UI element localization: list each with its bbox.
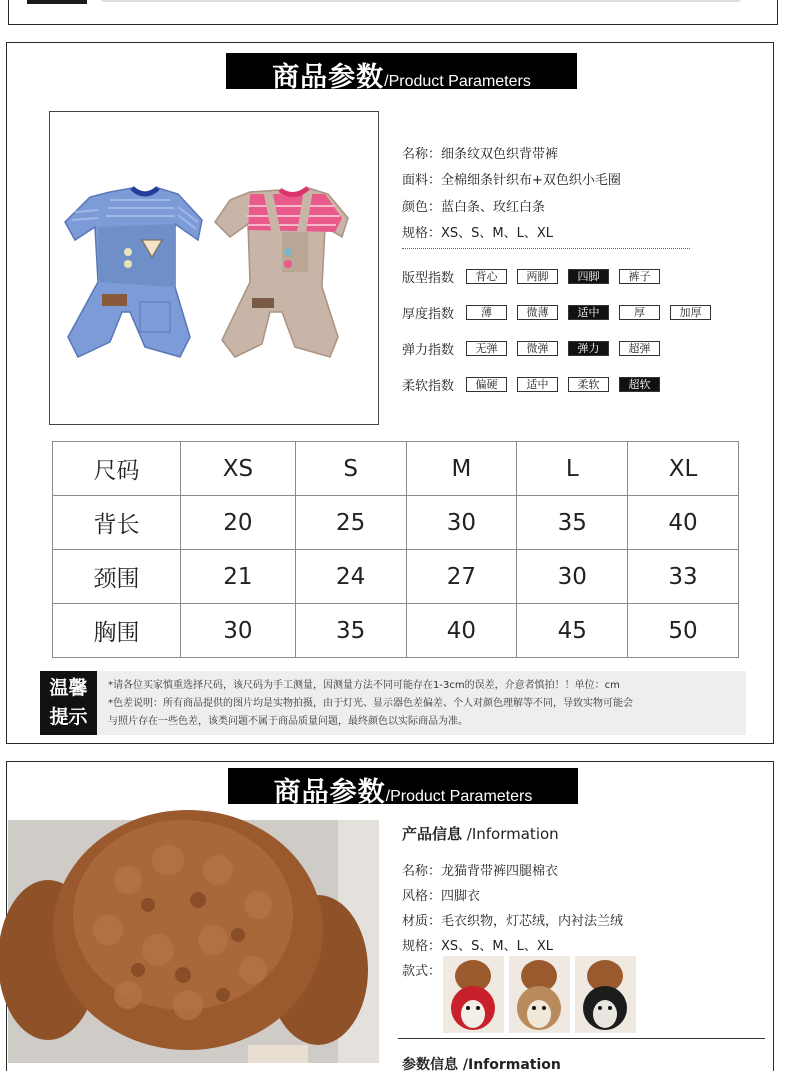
table-row [53,550,739,604]
variant-thumbnail-red[interactable] [443,956,504,1033]
info-material: 材质：毛衣织物，灯芯绒，内衬法兰绒 [402,914,624,929]
previous-section-frame [8,0,778,25]
table-cell: 胸围 [53,604,181,658]
info-divider [398,1038,765,1039]
section-title-bar-2 [228,768,578,808]
index-chip-selected: 四脚 [568,269,609,284]
index-label: 柔软指数 [402,379,455,394]
index-chip-selected: 弹力 [568,341,609,356]
dog-photo [8,820,379,1063]
index-chip-selected: 超软 [619,377,660,392]
spec-name: 名称：细条纹双色织背带裤 [402,147,559,162]
index-chip: 微弹 [517,341,558,356]
notice-badge [40,671,97,735]
index-row-softness [402,375,670,394]
previous-section-divider [101,0,741,2]
index-row-shape [402,267,670,286]
variant-image [509,956,570,1033]
notice-badge-line: 温馨 [49,677,88,699]
table-cell: 35 [295,604,406,658]
table-cell: 20 [181,496,296,550]
notice-badge-line: 提示 [49,706,88,728]
table-cell: M [406,442,517,496]
section-title-zh: 商品参数 [273,777,386,808]
info-style: 风格：四脚衣 [402,889,481,904]
index-chip: 偏硬 [466,377,507,392]
section-title-en: /Product Parameters [385,788,533,805]
index-chip: 超弹 [619,341,660,356]
index-label: 厚度指数 [402,307,455,322]
table-cell: 21 [181,550,296,604]
index-chip-selected: 适中 [568,305,609,320]
spec-color: 颜色：蓝白条、玫红白条 [402,200,546,215]
table-cell: L [517,442,628,496]
spec-fabric: 面料：全棉细条针织布+双色织小毛圈 [402,173,621,188]
info-title-en: /Information [462,825,559,843]
variant-image [575,956,636,1033]
section-title-zh: 商品参数 [272,62,385,93]
index-chip: 微薄 [517,305,558,320]
table-row [53,496,739,550]
info-title-zh: 产品信息 [402,825,463,843]
table-cell: S [295,442,406,496]
table-cell: 33 [628,550,739,604]
table-cell: XS [181,442,296,496]
table-cell: 45 [517,604,628,658]
index-chip: 加厚 [670,305,711,320]
outfit-illustration [50,112,378,424]
table-cell: 40 [406,604,517,658]
info-size: 规格：XS、S、M、L、XL [402,939,554,954]
index-chip: 柔软 [568,377,609,392]
product-photo [49,111,379,425]
table-cell: 30 [181,604,296,658]
previous-section-block [27,0,87,4]
notice-box [40,671,746,735]
table-cell: 40 [628,496,739,550]
pink-outfit-image [215,188,348,357]
table-cell: 50 [628,604,739,658]
table-cell: 24 [295,550,406,604]
table-row [53,604,739,658]
table-cell: 35 [517,496,628,550]
index-chip: 裤子 [619,269,660,284]
index-chip: 适中 [517,377,558,392]
table-cell: 30 [406,496,517,550]
index-label: 版型指数 [402,271,455,286]
table-cell: 27 [406,550,517,604]
index-chip: 厚 [619,305,660,320]
variant-thumbnail-black[interactable] [575,956,636,1033]
section-title-en: /Product Parameters [384,73,531,90]
index-row-thickness [402,303,721,322]
notice-text [108,677,742,731]
table-header-row [53,442,739,496]
blue-outfit-image [65,188,202,357]
size-table [52,441,739,658]
info-name: 名称：龙猫背带裤四腿棉衣 [402,864,559,879]
index-chip: 两脚 [517,269,558,284]
table-cell: 颈围 [53,550,181,604]
dog-illustration [8,820,379,1063]
index-label: 弹力指数 [402,343,455,358]
variant-image [443,956,504,1033]
spec-size: 规格：XS、S、M、L、XL [402,226,554,241]
index-chip: 无弹 [466,341,507,356]
index-chip: 背心 [466,269,507,284]
table-cell: 背长 [53,496,181,550]
index-row-elasticity [402,339,670,358]
table-cell: 30 [517,550,628,604]
table-cell: XL [628,442,739,496]
section-title-bar [226,53,577,93]
index-chip: 薄 [466,305,507,320]
notice-line: *色差说明：所有商品提供的图片均是实物拍摄，由于灯光、显示器色差偏差、个人对颜色理解等不同，导致实物可能会 [108,698,633,709]
table-cell: 尺码 [53,442,181,496]
variant-thumbnail-brown[interactable] [509,956,570,1033]
notice-line: *请各位买家慎重选择尺码，该尺码为手工测量，因测量方法不同可能存在1-3cm的误差，介意者慎拍！！单位：cm [108,680,620,691]
info-variants-label: 款式： [402,964,442,979]
cut-off-heading: 参数信息 /Information [402,1057,561,1073]
notice-line: 与照片存在一些色差，该类问题不属于商品质量问题，最终颜色以实际商品为准。 [108,716,468,727]
info-title [402,823,559,844]
table-cell: 25 [295,496,406,550]
spec-divider [402,248,690,249]
